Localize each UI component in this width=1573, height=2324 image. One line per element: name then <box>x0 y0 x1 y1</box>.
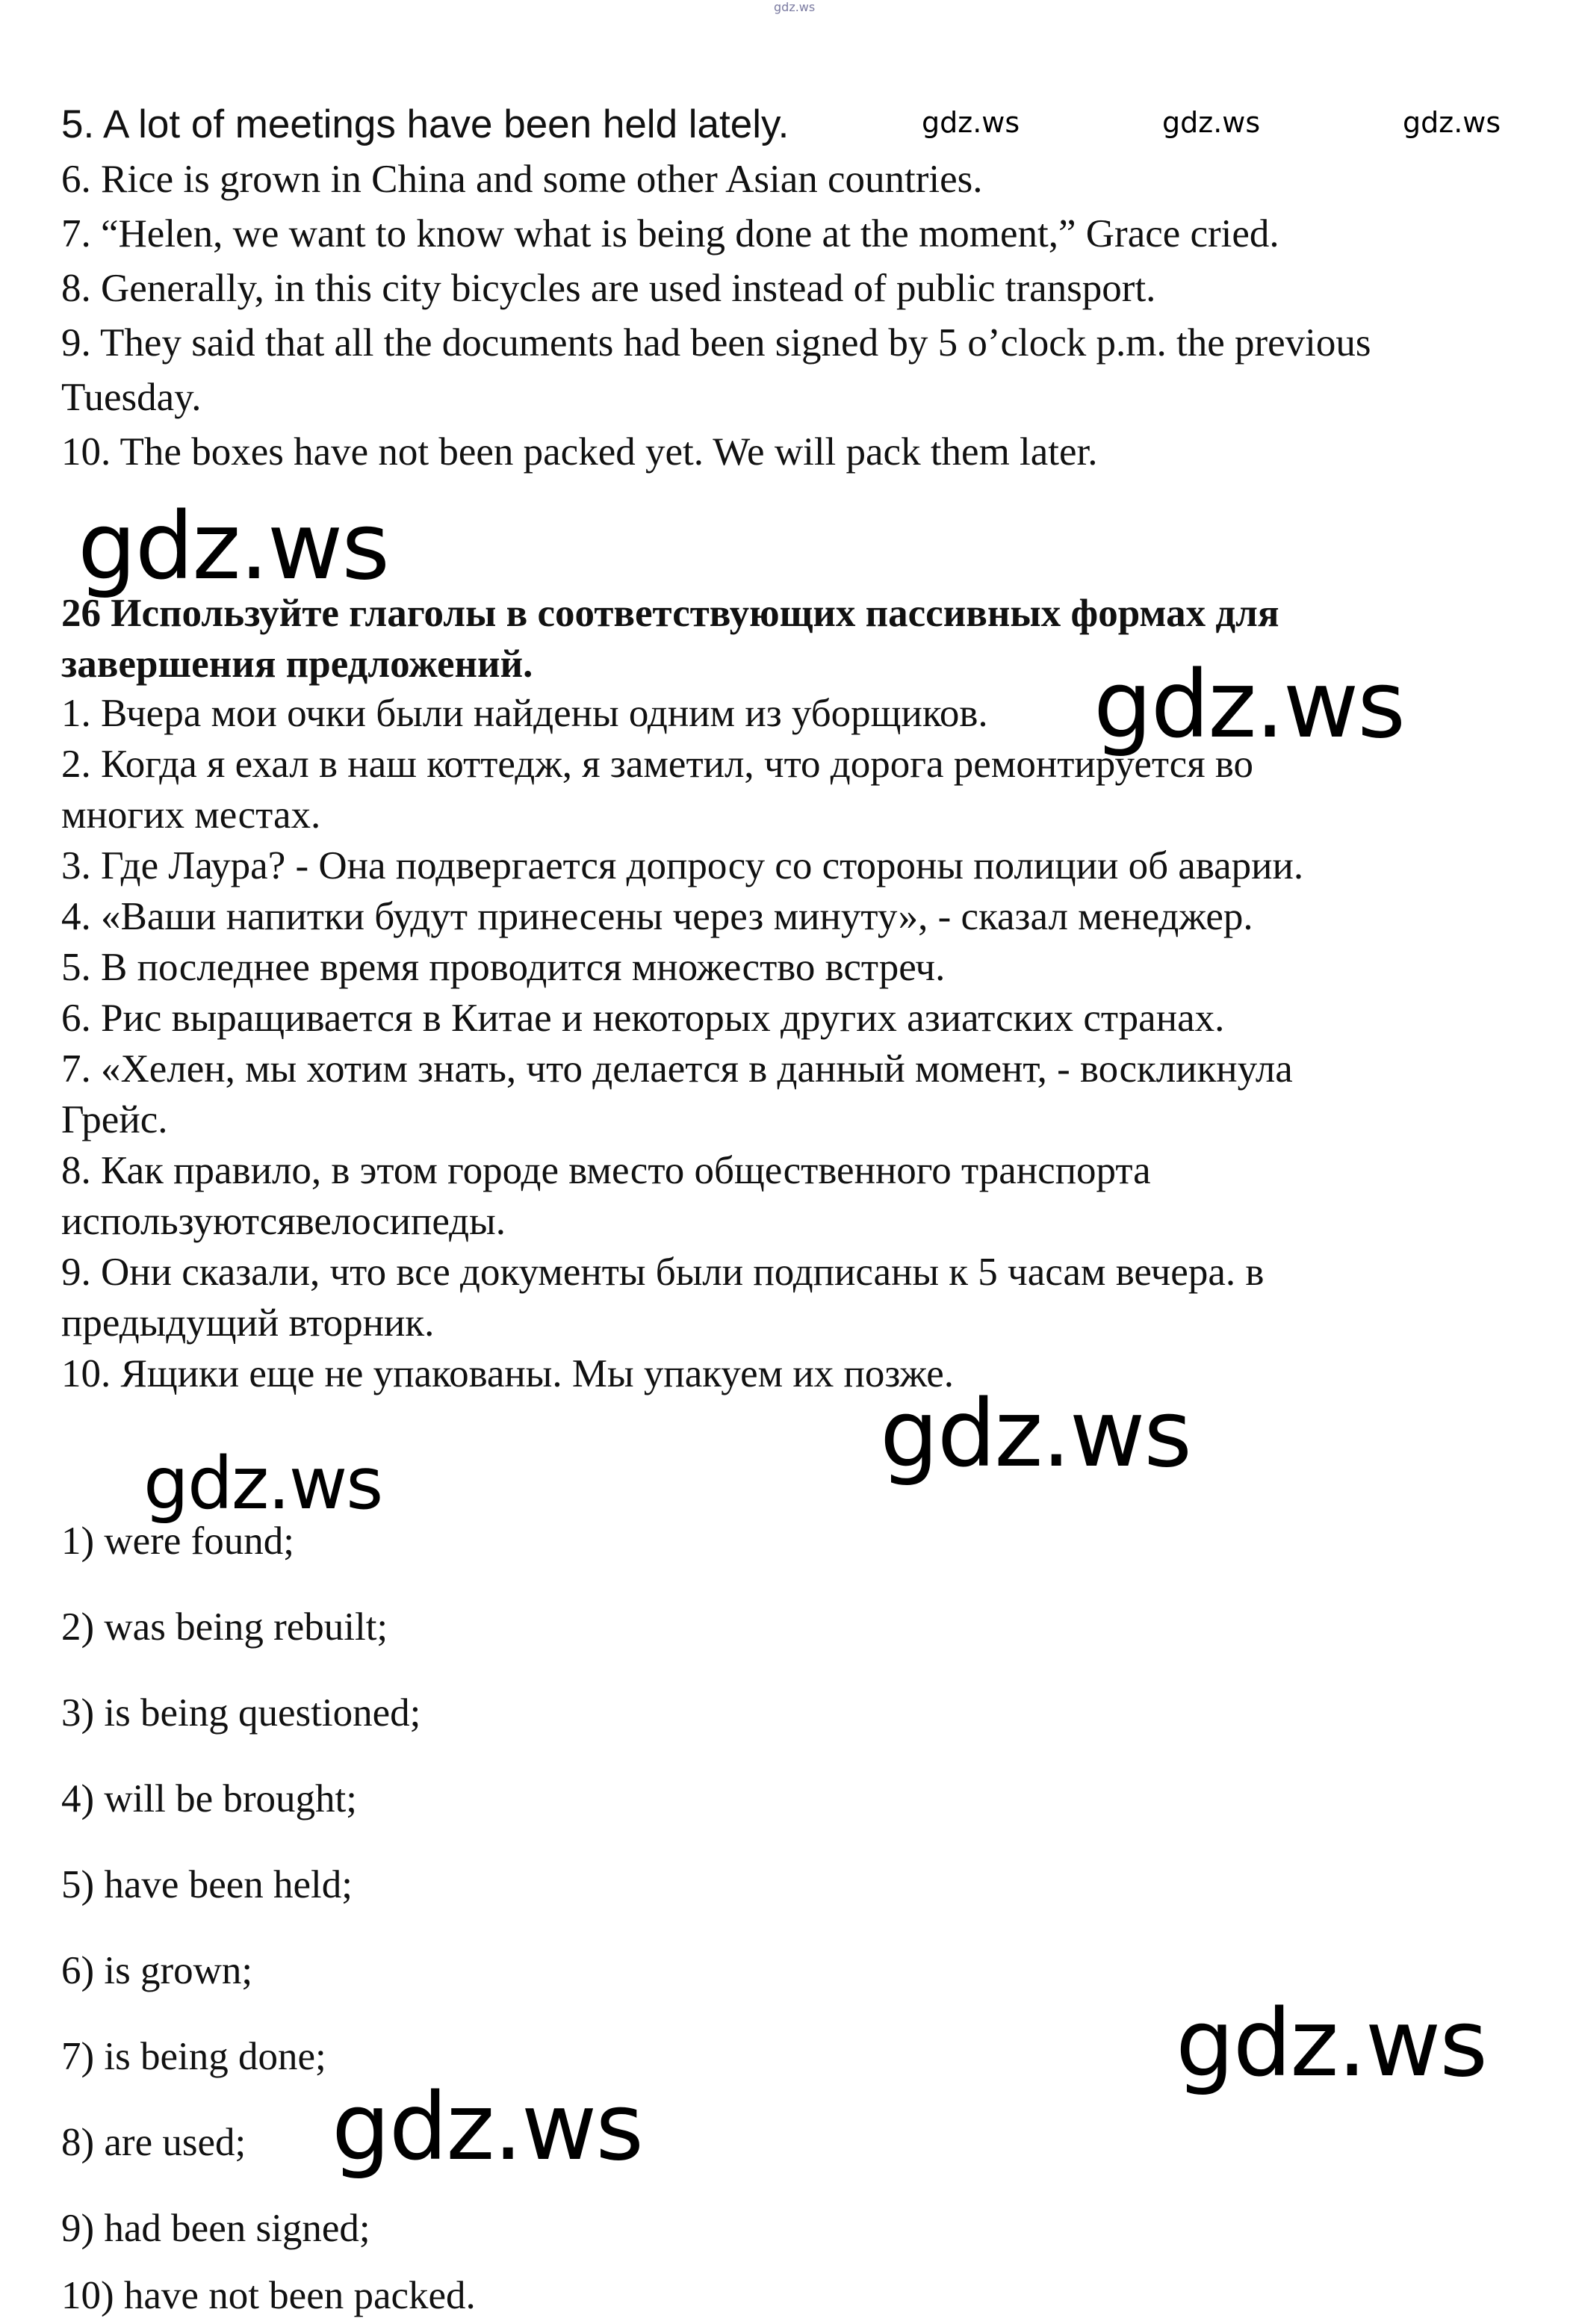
watermark-small: gdz.ws <box>922 106 1020 139</box>
answer-10: 10) have not been packed. <box>61 2274 476 2317</box>
english-line-5: 5. A lot of meetings have been held lately. <box>61 102 789 146</box>
answer-8: 8) are used; <box>61 2121 246 2164</box>
watermark-big: gdz.ws <box>143 1442 382 1525</box>
russian-line-9-cont: предыдущий вторник. <box>61 1301 435 1345</box>
answer-6: 6) is grown; <box>61 1949 253 1992</box>
answer-5: 5) have been held; <box>61 1863 353 1906</box>
watermark-big: gdz.ws <box>1093 651 1404 759</box>
english-line-7: 7. “Helen, we want to know what is being done at the moment,” Grace cried. <box>61 212 1279 255</box>
watermark-small: gdz.ws <box>1162 106 1261 139</box>
russian-line-4: 4. «Ваши напитки будут принесены через минуту», - сказал менеджер. <box>61 895 1253 938</box>
watermark-tiny: gdz.ws <box>774 0 816 14</box>
russian-line-2: 2. Когда я ехал в наш коттедж, я заметил, что дорога ремонтируется во <box>61 743 1253 786</box>
russian-line-8: 8. Как правило, в этом городе вместо общественного транспорта <box>61 1149 1151 1192</box>
english-line-9: 9. They said that all the documents had been signed by 5 o’clock p.m. the previous <box>61 321 1371 365</box>
task-heading-line1: 26 Используйте глаголы в соответствующих пассивных формах для <box>61 592 1279 635</box>
english-line-6: 6. Rice is grown in China and some other Asian countries. <box>61 158 983 201</box>
watermark-small: gdz.ws <box>1403 106 1501 139</box>
russian-line-7: 7. «Хелен, мы хотим знать, что делается в данный момент, - воскликнула <box>61 1047 1293 1091</box>
russian-line-7-cont: Грейс. <box>61 1098 168 1141</box>
russian-line-2-cont: многих местах. <box>61 793 321 837</box>
russian-line-10: 10. Ящики еще не упакованы. Мы упакуем их позже. <box>61 1352 955 1395</box>
watermark-big: gdz.ws <box>1176 1990 1486 2098</box>
watermark-big: gdz.ws <box>332 2074 642 2181</box>
answer-9: 9) had been signed; <box>61 2207 370 2250</box>
russian-line-1: 1. Вчера мои очки были найдены одним из уборщиков. <box>61 692 988 735</box>
answer-3: 3) is being questioned; <box>61 1691 421 1735</box>
russian-line-6: 6. Рис выращивается в Китае и некоторых других азиатских странах. <box>61 997 1225 1040</box>
answer-7: 7) is being done; <box>61 2035 326 2078</box>
english-line-9-cont: Tuesday. <box>61 376 202 419</box>
russian-line-8-cont: используютсявелосипеды. <box>61 1200 506 1243</box>
russian-line-3: 3. Где Лаура? - Она подвергается допросу со стороны полиции об аварии. <box>61 844 1304 887</box>
english-line-10: 10. The boxes have not been packed yet. We will pack them later. <box>61 430 1098 474</box>
watermark-big: gdz.ws <box>880 1381 1191 1488</box>
watermark-big: gdz.ws <box>78 493 388 601</box>
answer-1: 1) were found; <box>61 1519 294 1563</box>
answer-4: 4) will be brought; <box>61 1777 357 1821</box>
russian-line-5: 5. В последнее время проводится множество встреч. <box>61 946 946 989</box>
task-heading-line2: завершения предложений. <box>61 642 533 686</box>
answer-2: 2) was being rebuilt; <box>61 1605 388 1649</box>
english-line-8: 8. Generally, in this city bicycles are used instead of public transport. <box>61 267 1156 310</box>
russian-line-9: 9. Они сказали, что все документы были подписаны к 5 часам вечера. в <box>61 1251 1265 1294</box>
